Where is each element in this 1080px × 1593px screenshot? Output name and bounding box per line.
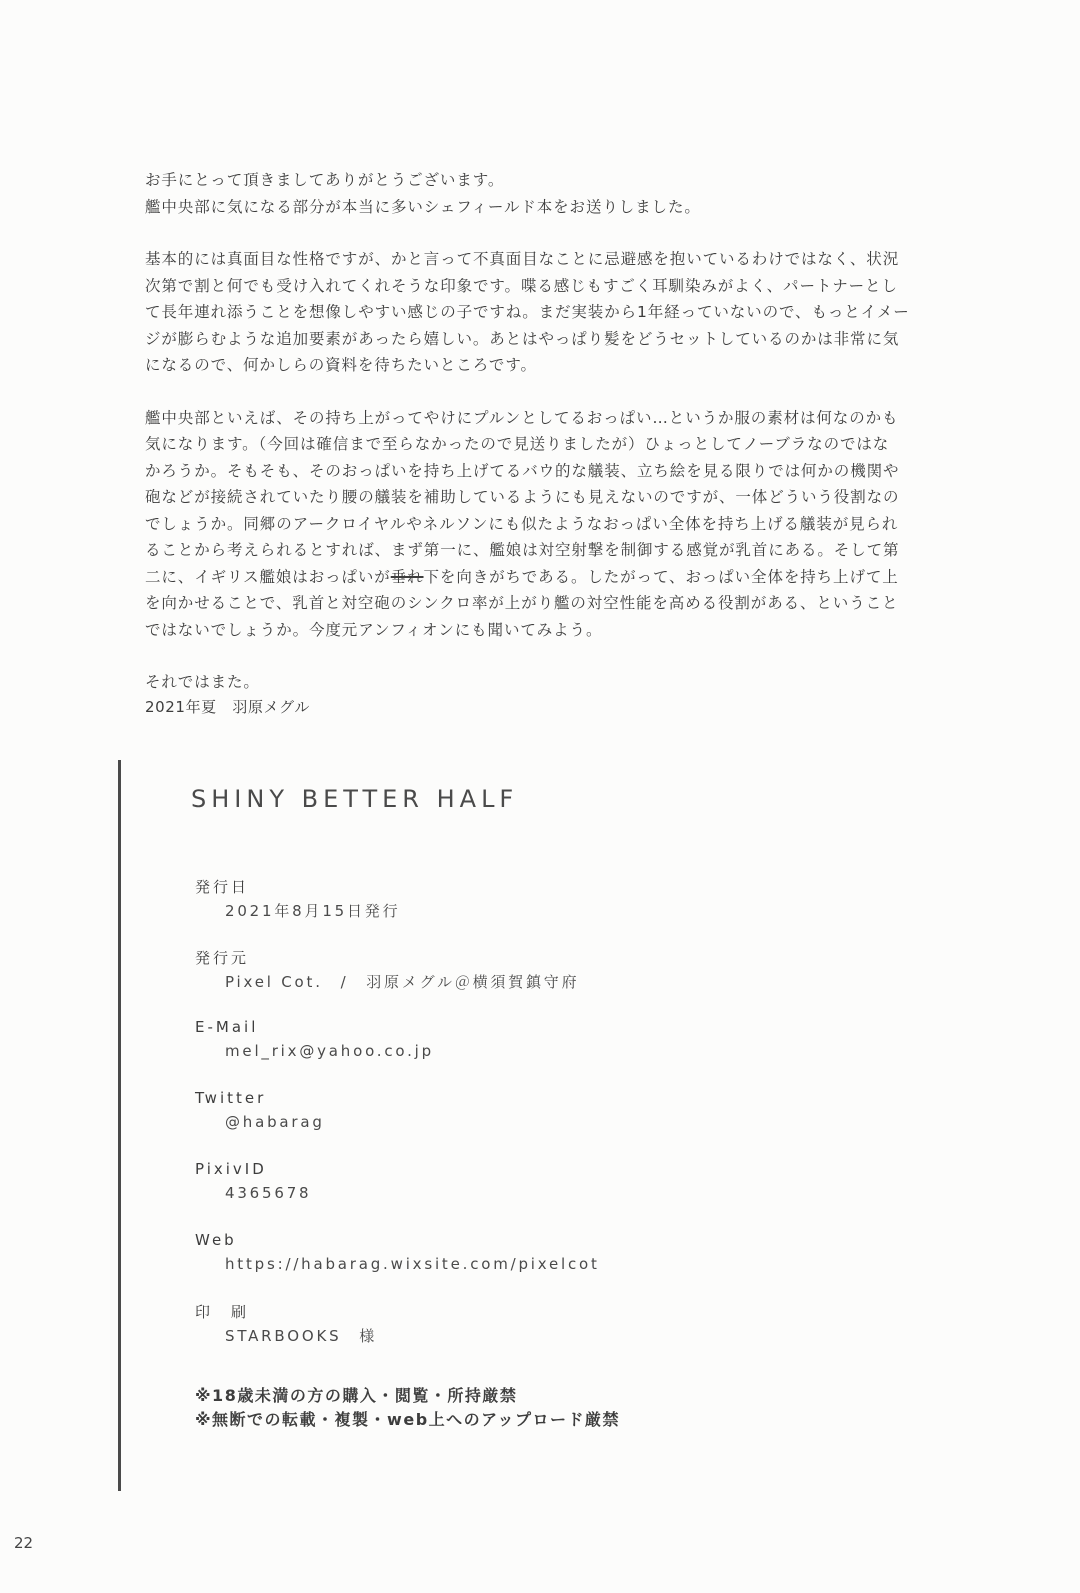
text-line: になるので、何かしらの資料を待ちたいところです。 <box>145 356 537 374</box>
text-line: 艦中央部といえば、その持ち上がってやけにプルンとしてるおっぱい…というか服の素材は何なのかも <box>145 408 899 427</box>
afterword-text <box>145 167 915 722</box>
text-line: 艦中央部に気になる部分が本当に多いシェフィールド本をお送りしました。 <box>145 197 701 216</box>
field-value-publisher: Pixel Cot. / 羽原メグル＠横須賀鎮守府 <box>225 973 580 991</box>
text-line: お手にとって頂きましてありがとうございます。 <box>145 171 505 189</box>
afterword-paragraph-2 <box>145 246 915 379</box>
afterword-paragraph-4 <box>145 669 915 696</box>
text-line-with-strikethrough <box>145 564 915 591</box>
text-line: 気になります。（今回は確信まで至らなかったので見送りましたが）ひょっとしてノーブラなのではな <box>145 435 890 453</box>
text-line: ジが膨らむような追加要素があったら嬉しい。あとはやっぱり髪をどうセットしているのかは非常に気 <box>145 329 900 348</box>
reproduction-notice: ※無断での転載・複製・web上へのアップロード厳禁 <box>195 1410 621 1429</box>
field-label-twitter: Twitter <box>195 1089 267 1107</box>
text-segment: 二に、イギリス艦娘はおっぱいが <box>145 567 391 586</box>
page-number: 22 <box>14 1534 34 1552</box>
field-value-web: https://habarag.wixsite.com/pixelcot <box>225 1255 600 1273</box>
text-line: て長年連れ添うことを想像しやすい感じの子ですね。まだ実装から1年経っていないので、もっとイメー <box>145 303 910 321</box>
field-label-pixiv-id: PixivID <box>195 1160 267 1178</box>
text-line: でしょうか。同郷のアークロイヤルやネルソンにも似たようなおっぱい全体を持ち上げる艤装が見られ <box>145 514 899 533</box>
text-line: ることから考えられるとすれば、まず第一に、艦娘は対空射撃を制御する感覚が乳首にある。そして第 <box>145 541 900 559</box>
text-line: を向かせることで、乳首と対空砲のシンクロ率が上がり艦の対空性能を高める役割がある、ということ <box>145 594 899 612</box>
field-label-issue-date: 発行日 <box>195 878 250 896</box>
text-segment: 下を向きがちである。したがって、おっぱい全体を持ち上げて上 <box>423 567 899 586</box>
closing-line: それではまた。 <box>145 673 260 691</box>
field-label-publisher: 発行元 <box>195 949 250 967</box>
field-value-issue-date: 2021年8月15日発行 <box>225 902 401 920</box>
field-value-pixiv-id: 4365678 <box>225 1184 312 1202</box>
colophon-title: SHINY BETTER HALF <box>191 785 519 813</box>
field-label-email: E-Mail <box>195 1018 259 1036</box>
afterword-paragraph-3 <box>145 405 915 644</box>
text-line: 基本的には真面目な性格ですが、かと言って不真面目なことに忌避感を抱いているわけではなく、状況 <box>145 250 900 268</box>
strikethrough-text: 垂れ <box>390 567 424 586</box>
age-restriction-notice: ※18歳未満の方の購入・閲覧・所持厳禁 <box>195 1386 518 1405</box>
field-value-email: mel_rix@yahoo.co.jp <box>225 1042 434 1060</box>
colophon-divider-bar <box>118 760 121 1491</box>
text-line: ではないでしょうか。今度元アンフィオンにも聞いてみよう。 <box>145 620 603 639</box>
text-line: 砲などが接続されていたり腰の艤装を補助しているようにも見えないのですが、一体どういう役割なの <box>145 488 900 506</box>
text-line: かろうか。そもそも、そのおっぱいを持ち上げてるバウ的な艤装、立ち絵を見る限りでは何かの機関や <box>145 461 900 480</box>
afterword-paragraph-1 <box>145 167 915 220</box>
field-label-web: Web <box>195 1231 237 1249</box>
author-signature: 2021年夏 羽原メグル <box>145 698 310 716</box>
field-label-printer: 印 刷 <box>195 1303 250 1321</box>
field-value-printer: STARBOOKS 様 <box>225 1327 378 1345</box>
field-value-twitter: @habarag <box>225 1113 325 1131</box>
text-line: 次第で割と何でも受け入れてくれそうな印象です。喋る感じもすごく耳馴染みがよく、パートナーとし <box>145 276 898 295</box>
